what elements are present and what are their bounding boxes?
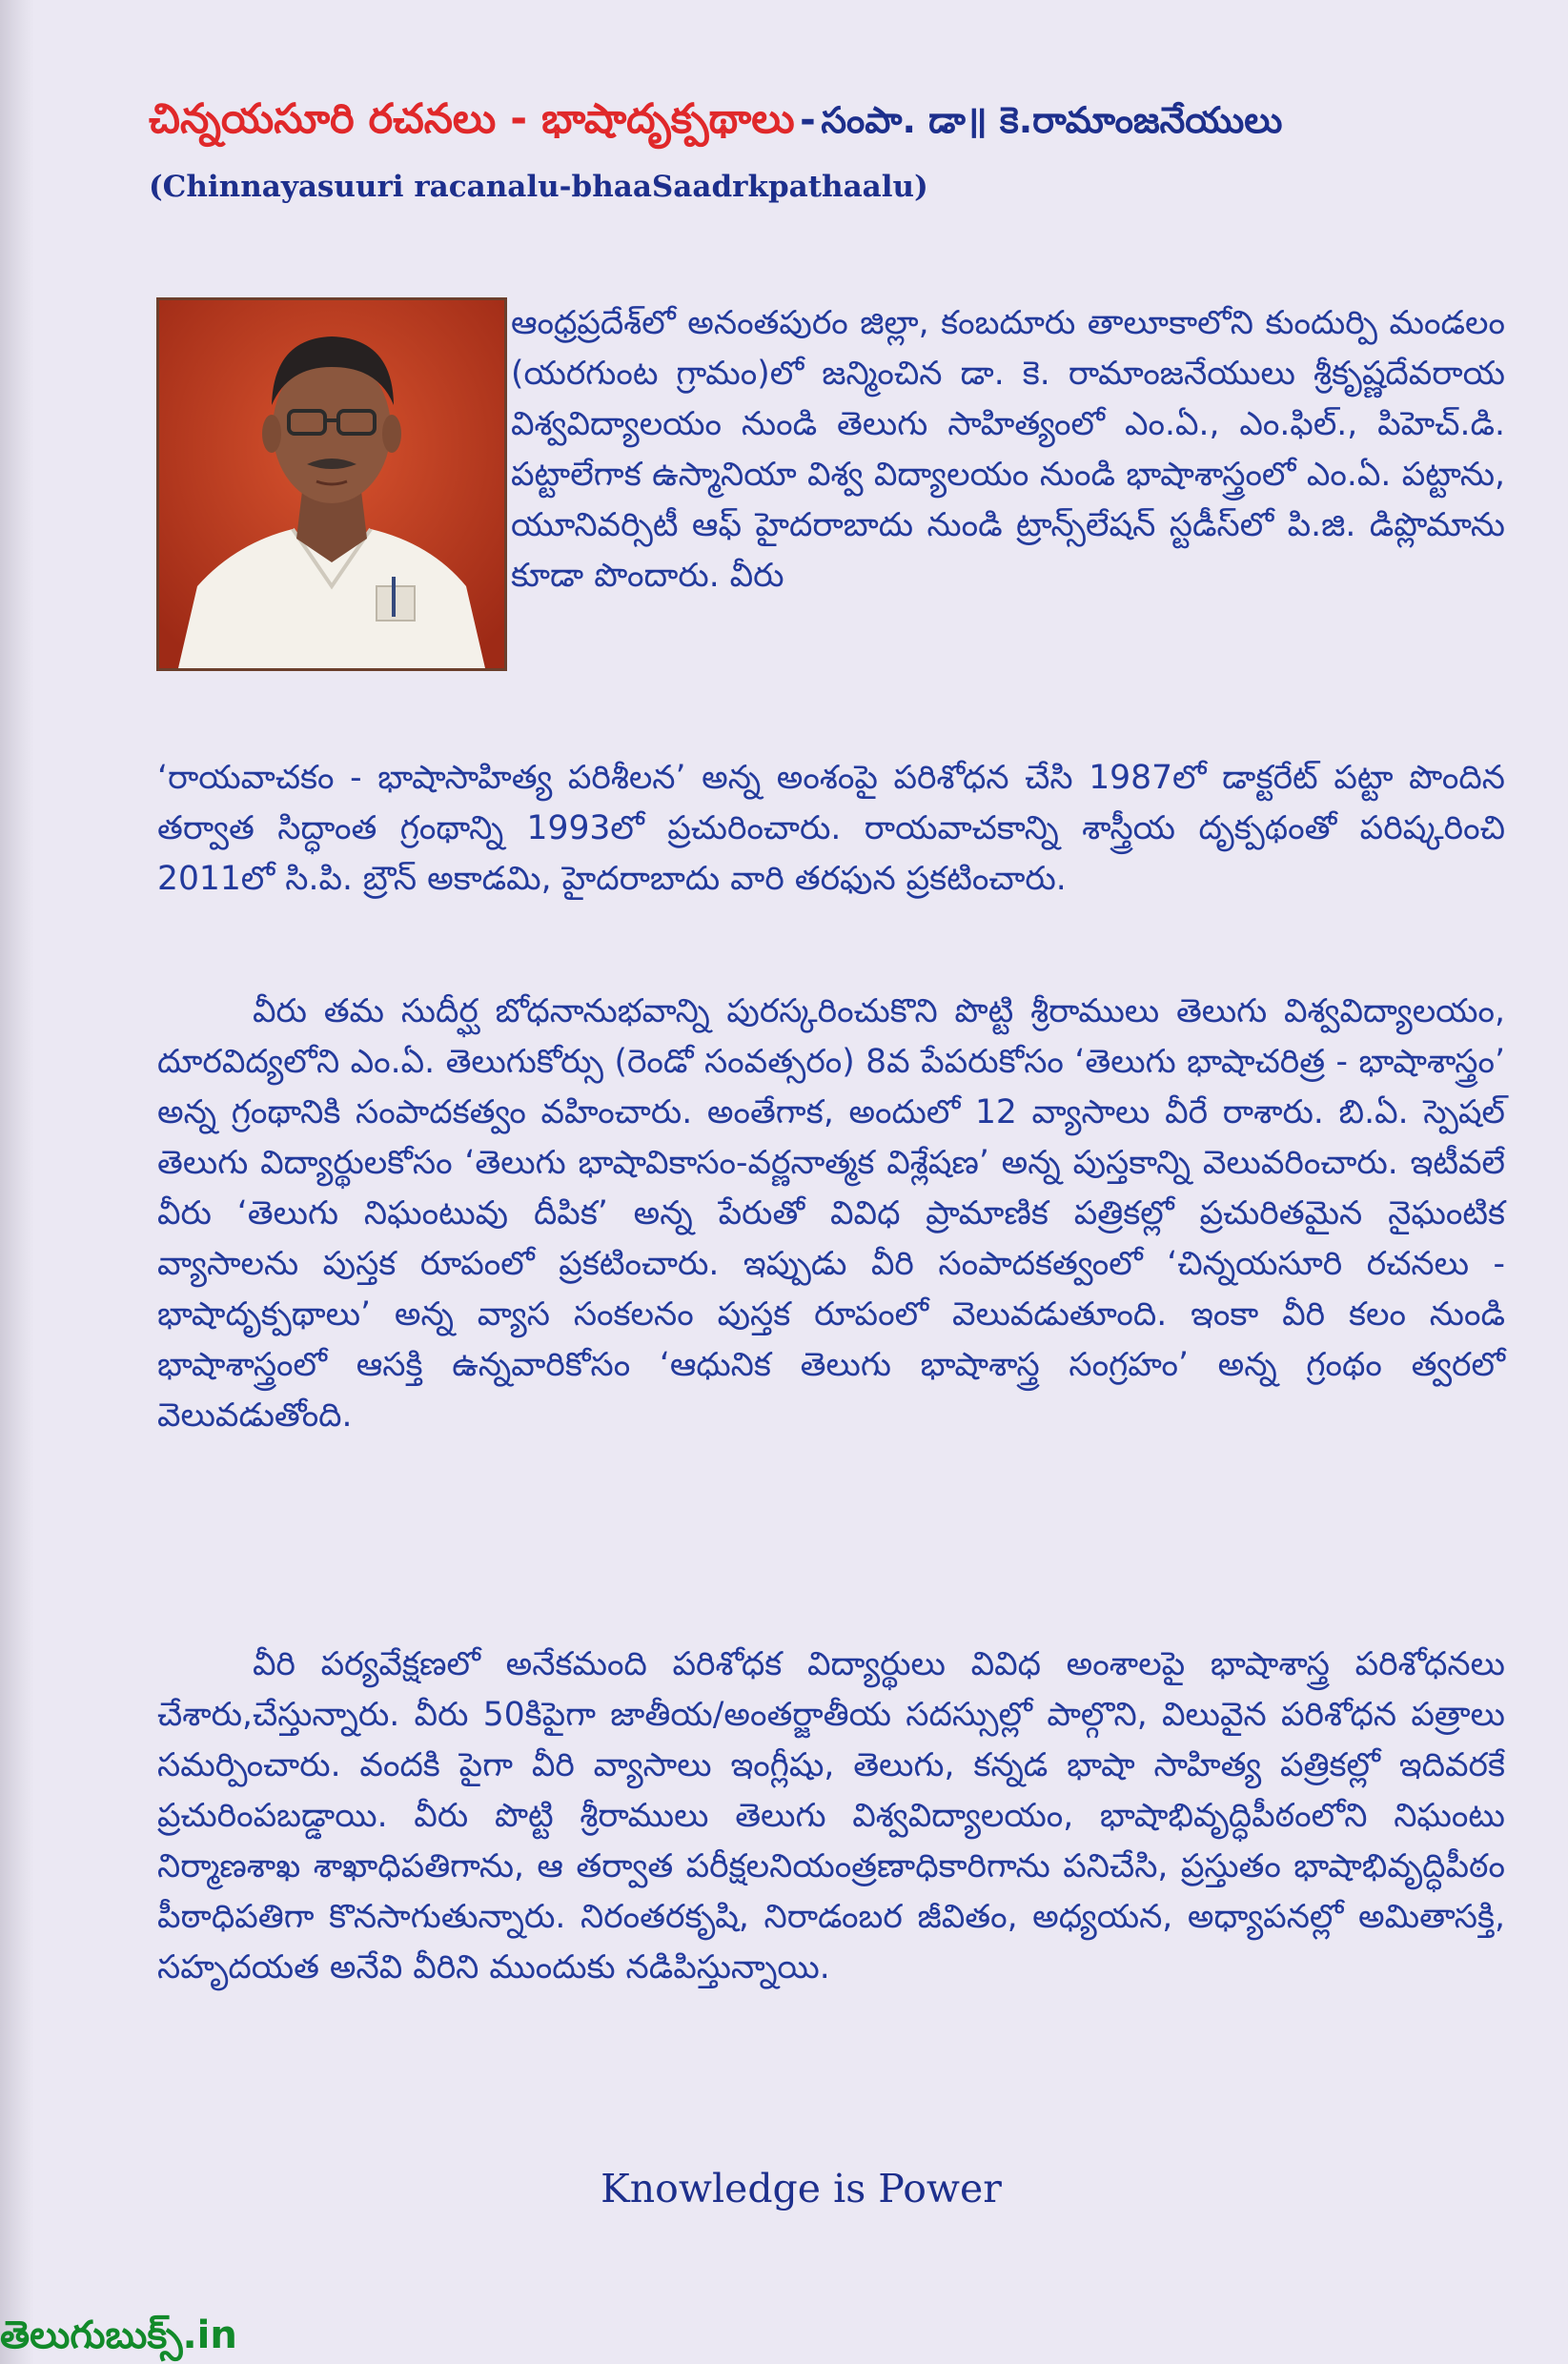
title-transliteration: (Chinnayasuuri racanalu-bhaaSaadrkpathaalu) bbox=[149, 170, 928, 204]
editor-credit: సంపా. డా॥ కె.రామాంజనేయులు bbox=[821, 99, 1283, 141]
book-spine-edge bbox=[0, 0, 34, 2364]
bio-paragraph-2: వీరు తమ సుదీర్ఘ బోధనానుభవాన్ని పురస్కరించుకొని పొట్టి శ్రీరాములు తెలుగు విశ్వవిద్యాలయం, దూరవిద్యలోని ఎం.ఏ. తెలుగుకోర్సు (రెండో సంవత్సరం) 8వ పేపరుకోసం ‘తెలుగు భాషాచరిత్ర - భాషాశాస్త్రం’ అన్న గ్రంథానికి సంపాదకత్వం వహించారు. అంతేగాక, అందులో 12 వ్యాసాలు వీరే రాశారు. బి.ఏ. స్పెషల్ తెలుగు విద్యార్థులకోసం ‘తెలుగు భాషావికాసం-వర్ణనాత్మక విశ్లేషణ’ అన్న పుస్తకాన్ని వెలువరించారు. ఇటీవలే వీరు ‘తెలుగు నిఘంటువు దీపిక’ అన్న పేరుతో వివిధ ప్రామాణిక పత్రికల్లో ప్రచురితమైన నైఘంటిక వ్యాసాలను పుస్తక రూపంలో ప్రకటించారు. ఇప్పుడు వీరి సంపాదకత్వంలో ‘చిన్నయసూరి రచనలు - భాషాదృక్పథాలు’ అన్న వ్యాస సంకలనం పుస్తక రూపంలో వెలువడుతూంది. ఇంకా వీరి కలం నుండి భాషాశాస్త్రంలో ఆసక్తి ఉన్నవారికోసం ‘ఆధునిక తెలుగు భాషాశాస్త్ర సంగ్రహం’ అన్న గ్రంథం త్వరలో వెలువడుతోంది. bbox=[157, 992, 1505, 1435]
site-watermark: తెలుగుబుక్స్.in bbox=[0, 2313, 237, 2357]
bio-paragraph-1-continued: ‘రాయవాచకం - భాషాసాహిత్య పరిశీలన’ అన్న అంశంపై పరిశోధన చేసి 1987లో డాక్టరేట్ పట్టా పొందిన తర్వాత సిద్ధాంత గ్రంథాన్ని 1993లో ప్రచురించారు. రాయవాచకాన్ని శాస్త్రీయ దృక్పథంతో పరిష్కరించి 2011లో సి.పి. బ్రౌన్ అకాడమి, హైదరాబాదు వారి తరఫున ప్రకటించారు. bbox=[157, 759, 1505, 898]
bio-paragraph-3: వీరి పర్యవేక్షణలో అనేకమంది పరిశోధక విద్యార్థులు వివిధ అంశాలపై భాషాశాస్త్ర పరిశోధనలు చేశారు,చేస్తున్నారు. వీరు 50కిపైగా జాతీయ/అంతర్జాతీయ సదస్సుల్లో పాల్గొని, విలువైన పరిశోధన పత్రాలు సమర్పించారు. వందకి పైగా వీరి వ్యాసాలు ఇంగ్లీషు, తెలుగు, కన్నడ భాషా సాహిత్య పత్రికల్లో ఇదివరకే ప్రచురింపబడ్డాయి. వీరు పొట్టి శ్రీరాములు తెలుగు విశ్వవిద్యాలయం, భాషాభివృద్ధిపీఠంలోని నిఘంటు నిర్మాణశాఖ శాఖాధిపతిగాను, ఆ తర్వాత పరీక్షలనియంత్రణాధికారిగాను పనిచేసి, ప్రస్తుతం భాషాభివృద్ధిపీఠం పీఠాధిపతిగా కొనసాగుతున్నారు. నిరంతరకృషి, నిరాడంబర జీవితం, అధ్యయన, అధ్యాపనల్లో అమితాసక్తి, సహృదయత అనేవి వీరిని ముందుకు నడిపిస్తున్నాయి. bbox=[157, 1645, 1505, 1987]
book-title-line bbox=[149, 95, 1502, 153]
author-portrait-icon bbox=[159, 300, 504, 668]
book-title: చిన్నయసూరి రచనలు - భాషాదృక్పథాలు bbox=[149, 95, 795, 143]
back-cover-page bbox=[34, 0, 1568, 2364]
author-photo bbox=[156, 297, 507, 671]
bio-paragraph-1-top: ఆంధ్రప్రదేశ్‌లో అనంతపురం జిల్లా, కంబదూరు తాలూకాలోని కుందుర్పి మండలం (యరగుంట గ్రామం)లో జన్మించిన డా. కె. రామాంజనేయులు శ్రీకృష్ణదేవరాయ విశ్వవిద్యాలయం నుండి తెలుగు సాహిత్యంలో ఎం.ఏ., ఎం.ఫిల్., పిహెచ్.డి. పట్టాలేగాక ఉస్మానియా విశ్వ విద్యాలయం నుండి భాషాశాస్త్రంలో ఎం.ఏ. పట్టాను, యూనివర్సిటీ ఆఫ్ హైదరాబాదు నుండి ట్రాన్స్‌లేషన్ స్టడీస్‌లో పి.జి. డిప్లొమాను కూడా పొందారు. వీరు bbox=[511, 304, 1505, 595]
footer-motto: Knowledge is Power bbox=[601, 2166, 1002, 2211]
title-separator: - bbox=[800, 98, 816, 142]
